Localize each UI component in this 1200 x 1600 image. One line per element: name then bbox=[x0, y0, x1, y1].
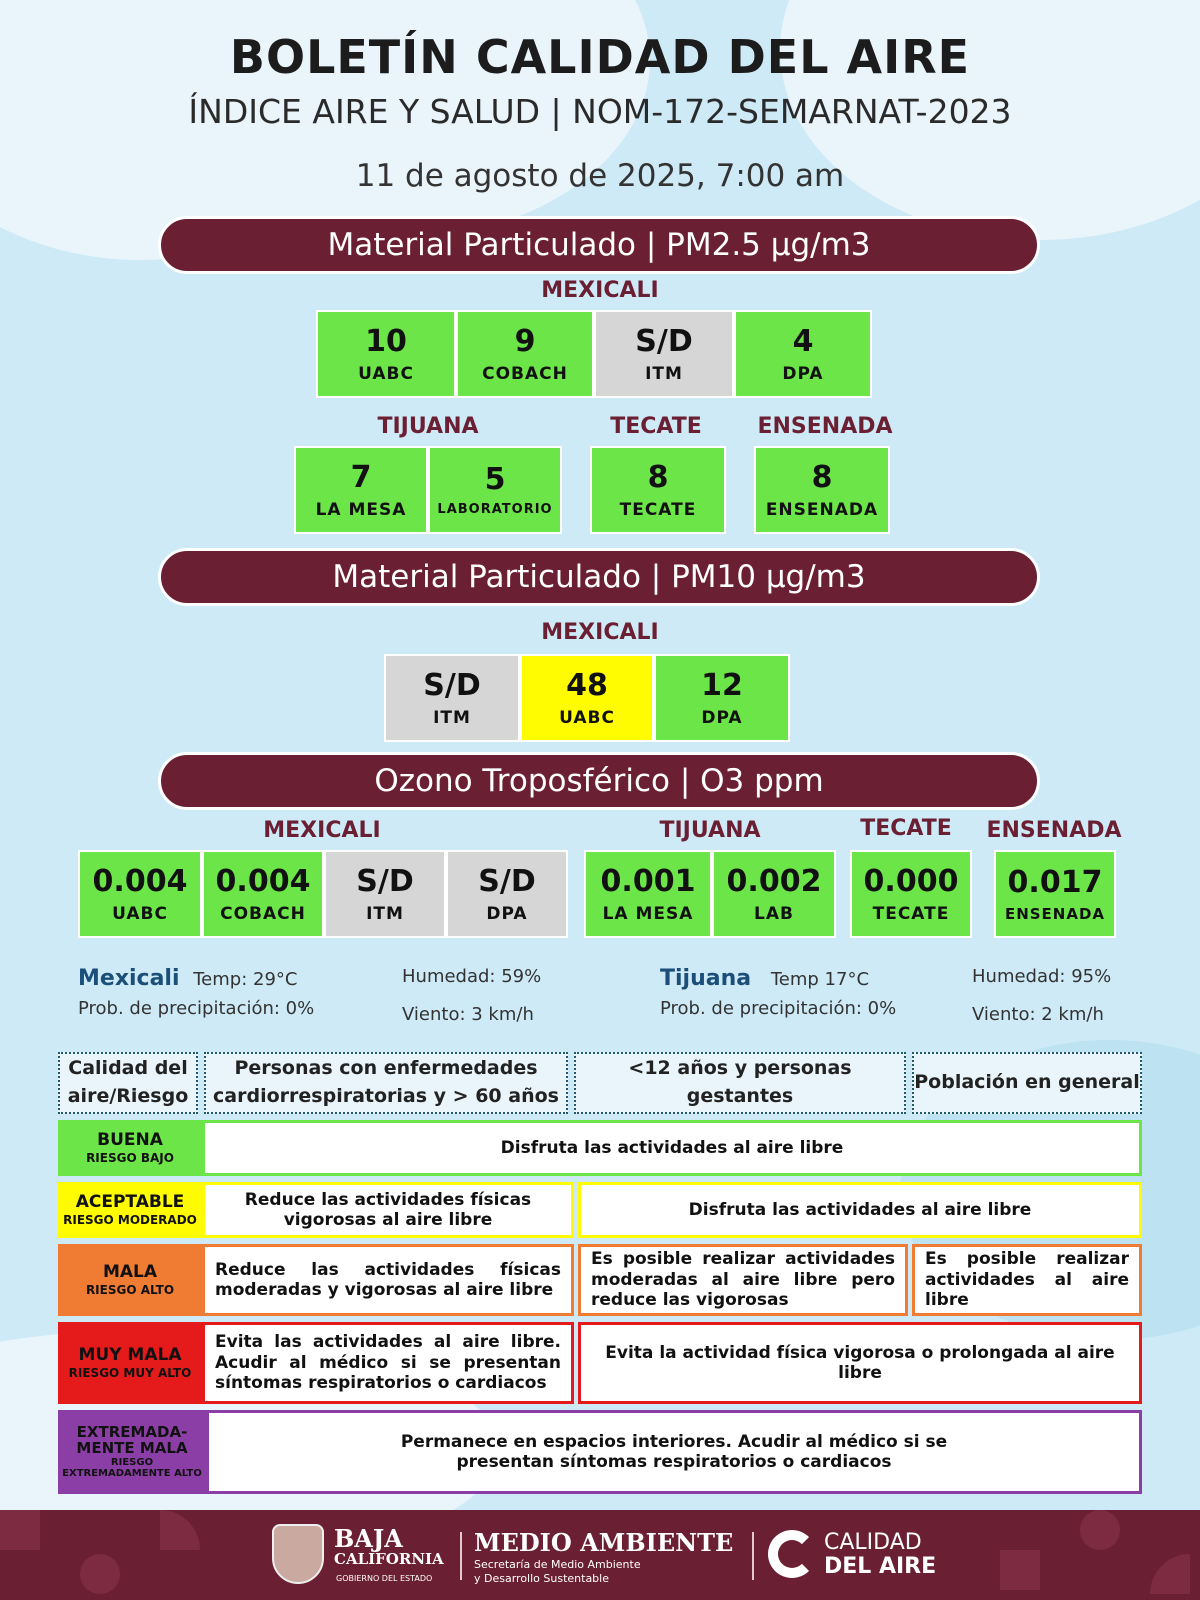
footer-ca-line2: DEL AIRE bbox=[824, 1554, 937, 1579]
station-card bbox=[654, 654, 790, 742]
station-value: 0.004 bbox=[92, 863, 188, 899]
station-name: DPA bbox=[782, 363, 824, 384]
station-card bbox=[734, 310, 872, 398]
pm25-tijuana-stations bbox=[294, 446, 562, 534]
level-name: MALA bbox=[102, 1261, 158, 1282]
station-card bbox=[590, 446, 726, 534]
station-name: LAB bbox=[754, 903, 794, 924]
pm10-mexicali-stations bbox=[384, 654, 790, 742]
station-name: LA MESA bbox=[315, 499, 407, 520]
level-text: Evita la actividad física vigorosa o prolongada al aire libre bbox=[578, 1322, 1142, 1404]
pm10-banner: Material Particulado | PM10 µg/m3 bbox=[158, 548, 1040, 606]
station-value: 4 bbox=[792, 323, 814, 359]
station-card bbox=[594, 310, 734, 398]
level-risk: RIESGO EXTREMADAMENTE ALTO bbox=[62, 1457, 202, 1479]
weather-city: Mexicali bbox=[78, 966, 180, 991]
station-value: 5 bbox=[484, 462, 506, 497]
station-card bbox=[712, 850, 836, 938]
level-text: Es posible realizar actividades al aire libre bbox=[912, 1244, 1142, 1316]
level-risk: RIESGO BAJO bbox=[86, 1150, 174, 1165]
page-title: BOLETÍN CALIDAD DEL AIRE bbox=[229, 30, 971, 84]
o3-ensenada-label: ENSENADA bbox=[986, 818, 1122, 843]
legend-header-cardio: Personas con enfermedades cardiorrespiratorias y > 60 años bbox=[204, 1052, 568, 1114]
o3-mexicali-stations bbox=[78, 850, 568, 938]
pm25-tecate-stations bbox=[590, 446, 726, 534]
level-text: Reduce las actividades físicas moderadas y vigorosas al aire libre bbox=[202, 1244, 574, 1316]
weather-wind: Viento: 2 km/h bbox=[972, 1004, 1104, 1025]
o3-banner: Ozono Troposférico | O3 ppm bbox=[158, 752, 1040, 810]
o3-tijuana-stations bbox=[584, 850, 836, 938]
pm25-ensenada-stations bbox=[754, 446, 890, 534]
station-name: ENSENADA bbox=[1004, 904, 1106, 923]
station-value: 48 bbox=[566, 667, 608, 703]
weather-humidity: Humedad: 59% bbox=[402, 966, 542, 987]
station-card bbox=[294, 446, 428, 534]
station-name: LABORATORIO bbox=[437, 502, 553, 517]
level-risk: RIESGO MODERADO bbox=[63, 1212, 197, 1227]
station-value: 12 bbox=[701, 667, 743, 703]
level-name: MUY MALA bbox=[78, 1344, 182, 1365]
station-value: 0.000 bbox=[863, 863, 959, 899]
level-text: Evita las actividades al aire libre. Acudir al médico si se presentan síntomas respiratorios o cardiacos bbox=[202, 1322, 574, 1404]
legend-header-children: <12 años y personas gestantes bbox=[574, 1052, 906, 1114]
o3-tijuana-label: TIJUANA bbox=[659, 818, 761, 843]
legend-header-general: Población en general bbox=[912, 1052, 1142, 1114]
station-value: 10 bbox=[365, 323, 407, 359]
station-name: ITM bbox=[433, 707, 471, 728]
level-muy-mala bbox=[58, 1322, 202, 1404]
weather-humidity: Humedad: 95% bbox=[972, 966, 1112, 987]
station-card bbox=[850, 850, 972, 938]
station-card bbox=[446, 850, 568, 938]
legend-header-risk: Calidad del aire/Riesgo bbox=[58, 1052, 198, 1114]
level-name: EXTREMADA-MENTE MALA bbox=[76, 1422, 188, 1457]
station-value: 8 bbox=[647, 459, 669, 495]
station-name: UABC bbox=[112, 903, 168, 924]
station-name: TECATE bbox=[872, 903, 950, 924]
station-name: UABC bbox=[358, 363, 414, 384]
pm25-ensenada-label: ENSENADA bbox=[757, 414, 893, 439]
station-name: UABC bbox=[559, 707, 615, 728]
level-extremadamente-mala bbox=[58, 1410, 206, 1494]
weather-temp: Temp: 29°C bbox=[193, 969, 298, 990]
weather-city: Tijuana bbox=[660, 966, 752, 991]
station-name: ITM bbox=[366, 903, 404, 924]
station-value: 0.017 bbox=[1007, 864, 1103, 900]
weather-tijuana bbox=[660, 966, 869, 991]
station-card bbox=[316, 310, 456, 398]
level-name: ACEPTABLE bbox=[75, 1191, 185, 1212]
station-card bbox=[754, 446, 890, 534]
calidad-aire-logo-icon bbox=[768, 1530, 816, 1578]
level-mala bbox=[58, 1244, 202, 1316]
bulletin-date: 11 de agosto de 2025, 7:00 am bbox=[355, 158, 845, 194]
footer-ma-sub1: Secretaría de Medio Ambiente bbox=[474, 1558, 641, 1571]
level-text: Disfruta las actividades al aire libre bbox=[578, 1182, 1142, 1238]
pm25-tijuana-label: TIJUANA bbox=[377, 414, 479, 439]
station-value: 9 bbox=[514, 323, 536, 359]
footer-ma-title: MEDIO AMBIENTE bbox=[474, 1528, 734, 1557]
station-value: 0.004 bbox=[215, 863, 311, 899]
level-risk: RIESGO ALTO bbox=[85, 1282, 175, 1297]
station-value: S/D bbox=[356, 863, 414, 899]
o3-tecate-stations bbox=[850, 850, 972, 938]
station-name: TECATE bbox=[619, 499, 697, 520]
weather-precip: Prob. de precipitación: 0% bbox=[660, 998, 897, 1019]
station-card bbox=[324, 850, 446, 938]
footer-bc-line3: GOBIERNO DEL ESTADO bbox=[336, 1574, 433, 1583]
station-name: DPA bbox=[701, 707, 743, 728]
weather-precip: Prob. de precipitación: 0% bbox=[78, 998, 315, 1019]
page-subtitle: ÍNDICE AIRE Y SALUD | NOM-172-SEMARNAT-2023 bbox=[188, 92, 1012, 131]
station-value: 0.002 bbox=[726, 863, 822, 899]
level-text: Permanece en espacios interiores. Acudir al médico si se presentan síntomas respiratorios o cardiacos bbox=[206, 1410, 1142, 1494]
station-name: ITM bbox=[645, 363, 683, 384]
level-name: BUENA bbox=[97, 1129, 163, 1150]
station-card bbox=[584, 850, 712, 938]
level-aceptable bbox=[58, 1182, 202, 1238]
station-card bbox=[384, 654, 520, 742]
pm25-banner: Material Particulado | PM2.5 µg/m3 bbox=[158, 216, 1040, 274]
weather-mexicali bbox=[78, 966, 297, 991]
level-text: Reduce las actividades físicas vigorosas al aire libre bbox=[202, 1182, 574, 1238]
station-card bbox=[994, 850, 1116, 938]
level-buena bbox=[58, 1120, 202, 1176]
station-card bbox=[520, 654, 654, 742]
station-value: 0.001 bbox=[600, 863, 696, 899]
footer-ma-sub2: y Desarrollo Sustentable bbox=[474, 1572, 609, 1585]
pm25-mexicali-label: MEXICALI bbox=[541, 278, 659, 303]
o3-mexicali-label: MEXICALI bbox=[263, 818, 381, 843]
state-seal-icon bbox=[272, 1524, 324, 1584]
station-value: S/D bbox=[635, 323, 693, 359]
o3-tecate-label: TECATE bbox=[860, 816, 952, 841]
station-value: 7 bbox=[350, 459, 372, 495]
level-risk: RIESGO MUY ALTO bbox=[68, 1365, 192, 1380]
footer-bc-line1: BAJA bbox=[334, 1524, 403, 1553]
station-name: COBACH bbox=[220, 903, 306, 924]
pm25-tecate-label: TECATE bbox=[610, 414, 702, 439]
station-card bbox=[78, 850, 202, 938]
station-name: LA MESA bbox=[602, 903, 694, 924]
station-value: S/D bbox=[478, 863, 536, 899]
weather-wind: Viento: 3 km/h bbox=[402, 1004, 534, 1025]
level-text: Es posible realizar actividades moderadas al aire libre pero reduce las vigorosas bbox=[578, 1244, 908, 1316]
station-name: COBACH bbox=[482, 363, 568, 384]
station-card bbox=[428, 446, 562, 534]
pm25-mexicali-stations bbox=[316, 310, 872, 398]
pm10-mexicali-label: MEXICALI bbox=[541, 620, 659, 645]
footer-ca-line1: CALIDAD bbox=[824, 1530, 922, 1555]
footer bbox=[0, 1510, 1200, 1600]
footer-bc-line2: CALIFORNIA bbox=[334, 1550, 444, 1568]
weather-temp: Temp 17°C bbox=[770, 969, 870, 990]
station-value: 8 bbox=[811, 459, 833, 495]
station-card bbox=[202, 850, 324, 938]
o3-ensenada-stations bbox=[994, 850, 1116, 938]
station-value: S/D bbox=[423, 667, 481, 703]
station-name: ENSENADA bbox=[765, 499, 879, 520]
station-name: DPA bbox=[486, 903, 528, 924]
station-card bbox=[456, 310, 594, 398]
level-text: Disfruta las actividades al aire libre bbox=[202, 1120, 1142, 1176]
